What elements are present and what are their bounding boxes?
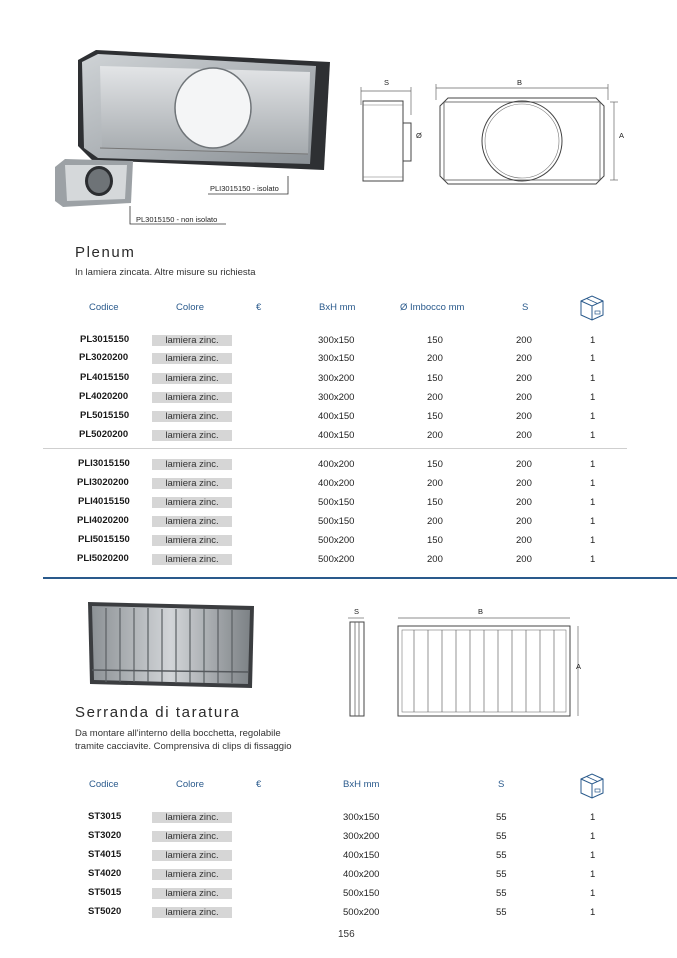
row-color: lamiera zinc. — [152, 869, 232, 880]
serranda-subtitle-line2: tramite cacciavite. Comprensiva di clips di fissaggio — [75, 741, 292, 752]
row-bxh: 400x150 — [318, 430, 355, 441]
row-code: PLI5015150 — [78, 534, 130, 545]
serranda-header-s: S — [498, 779, 505, 790]
row-color: lamiera zinc. — [152, 850, 232, 861]
serranda-header-code: Codice — [89, 779, 119, 790]
row-s: 200 — [516, 373, 532, 384]
row-color: lamiera zinc. — [152, 831, 232, 842]
row-s: 200 — [516, 411, 532, 422]
caption-non-isolated: PL3015150 - non isolato — [136, 215, 218, 224]
row-color: lamiera zinc. — [152, 459, 232, 470]
row-code: ST3020 — [88, 830, 122, 841]
row-code: PL5015150 — [80, 410, 130, 421]
serranda-title: Serranda di taratura — [75, 704, 241, 721]
row-bxh: 300x200 — [343, 831, 380, 842]
row-bxh: 500x150 — [318, 497, 355, 508]
row-qty: 1 — [590, 516, 596, 527]
page-number: 156 — [338, 929, 355, 940]
row-s: 200 — [516, 335, 532, 346]
row-qty: 1 — [590, 459, 596, 470]
row-s: 200 — [516, 535, 532, 546]
row-inlet: 150 — [427, 335, 443, 346]
row-inlet: 200 — [427, 478, 443, 489]
row-inlet: 200 — [427, 516, 443, 527]
row-inlet: 150 — [427, 411, 443, 422]
row-s: 200 — [516, 353, 532, 364]
row-code: PLI3015150 — [78, 458, 130, 469]
row-bxh: 400x200 — [318, 478, 355, 489]
plenum-header-color: Colore — [176, 302, 204, 313]
row-code: PLI3020200 — [77, 477, 129, 488]
group-divider — [43, 448, 627, 449]
plenum-front-drawing — [432, 80, 625, 190]
package-box-icon — [578, 771, 606, 799]
row-qty: 1 — [590, 430, 596, 441]
row-color: lamiera zinc. — [152, 335, 232, 346]
row-s: 55 — [496, 850, 507, 861]
row-qty: 1 — [590, 850, 596, 861]
plenum-header-s: S — [522, 302, 529, 313]
row-code: ST4015 — [88, 849, 122, 860]
row-s: 55 — [496, 812, 507, 823]
row-code: ST4020 — [88, 868, 122, 879]
row-inlet: 200 — [427, 430, 443, 441]
row-s: 55 — [496, 869, 507, 880]
row-code: PL3015150 — [80, 334, 130, 345]
section-divider — [43, 577, 677, 579]
row-color: lamiera zinc. — [152, 907, 232, 918]
serranda-drawing-label-a: A — [576, 662, 582, 671]
row-qty: 1 — [590, 869, 596, 880]
row-bxh: 500x150 — [318, 516, 355, 527]
plenum-drawing-label-diameter: Ø — [416, 131, 422, 140]
row-color: lamiera zinc. — [152, 554, 232, 565]
row-bxh: 500x200 — [343, 907, 380, 918]
row-qty: 1 — [590, 335, 596, 346]
plenum-header-bxh: BxH mm — [319, 302, 356, 313]
row-bxh: 400x200 — [343, 869, 380, 880]
serranda-photo — [86, 600, 256, 692]
plenum-subtitle: In lamiera zincata. Altre misure su richiesta — [75, 267, 256, 278]
row-s: 200 — [516, 392, 532, 403]
row-bxh: 500x200 — [318, 554, 355, 565]
caption-isolated: PLI3015150 - isolato — [210, 184, 279, 193]
plenum-header-price: € — [256, 302, 262, 313]
row-code: ST3015 — [88, 811, 122, 822]
row-code: PL5020200 — [79, 429, 129, 440]
row-bxh: 400x200 — [318, 459, 355, 470]
row-color: lamiera zinc. — [152, 535, 232, 546]
row-s: 200 — [516, 430, 532, 441]
row-s: 55 — [496, 888, 507, 899]
row-inlet: 150 — [427, 373, 443, 384]
row-color: lamiera zinc. — [152, 497, 232, 508]
serranda-header-bxh: BxH mm — [343, 779, 380, 790]
row-qty: 1 — [590, 392, 596, 403]
serranda-header-price: € — [256, 779, 262, 790]
plenum-header-inlet: Ø Imbocco mm — [400, 302, 465, 313]
row-qty: 1 — [590, 373, 596, 384]
package-box-icon — [578, 293, 606, 321]
row-qty: 1 — [590, 554, 596, 565]
row-s: 200 — [516, 516, 532, 527]
row-color: lamiera zinc. — [152, 411, 232, 422]
row-bxh: 300x150 — [318, 353, 355, 364]
row-bxh: 400x150 — [343, 850, 380, 861]
row-qty: 1 — [590, 907, 596, 918]
serranda-subtitle-line1: Da montare all'interno della bocchetta, regolabile — [75, 728, 281, 739]
row-color: lamiera zinc. — [152, 353, 232, 364]
row-inlet: 200 — [427, 392, 443, 403]
row-qty: 1 — [590, 353, 596, 364]
row-qty: 1 — [590, 497, 596, 508]
serranda-front-drawing — [392, 612, 584, 720]
plenum-drawing-label-a: A — [619, 131, 625, 140]
serranda-side-drawing — [344, 612, 370, 720]
row-inlet: 150 — [427, 459, 443, 470]
row-qty: 1 — [590, 831, 596, 842]
row-bxh: 400x150 — [318, 411, 355, 422]
row-inlet: 150 — [427, 497, 443, 508]
row-bxh: 300x150 — [343, 812, 380, 823]
row-inlet: 200 — [427, 554, 443, 565]
row-code: PLI5020200 — [77, 553, 129, 564]
row-s: 200 — [516, 459, 532, 470]
plenum-title: Plenum — [75, 244, 136, 261]
serranda-drawing-label-s: S — [354, 607, 360, 616]
row-code: ST5020 — [88, 906, 122, 917]
row-qty: 1 — [590, 411, 596, 422]
row-color: lamiera zinc. — [152, 430, 232, 441]
row-color: lamiera zinc. — [152, 888, 232, 899]
serranda-drawing-label-b: B — [478, 607, 484, 616]
row-bxh: 300x200 — [318, 392, 355, 403]
row-color: lamiera zinc. — [152, 478, 232, 489]
row-qty: 1 — [590, 535, 596, 546]
plenum-header-code: Codice — [89, 302, 119, 313]
row-bxh: 300x150 — [318, 335, 355, 346]
row-s: 200 — [516, 554, 532, 565]
row-qty: 1 — [590, 888, 596, 899]
row-bxh: 300x200 — [318, 373, 355, 384]
row-code: ST5015 — [88, 887, 122, 898]
row-qty: 1 — [590, 478, 596, 489]
row-code: PL4020200 — [79, 391, 129, 402]
row-color: lamiera zinc. — [152, 392, 232, 403]
row-color: lamiera zinc. — [152, 373, 232, 384]
row-code: PLI4020200 — [77, 515, 129, 526]
row-s: 55 — [496, 831, 507, 842]
row-code: PLI4015150 — [78, 496, 130, 507]
row-inlet: 200 — [427, 353, 443, 364]
row-color: lamiera zinc. — [152, 516, 232, 527]
row-code: PL3020200 — [79, 352, 129, 363]
row-s: 200 — [516, 478, 532, 489]
serranda-header-color: Colore — [176, 779, 204, 790]
row-qty: 1 — [590, 812, 596, 823]
row-code: PL4015150 — [80, 372, 130, 383]
plenum-side-drawing — [355, 75, 417, 190]
row-bxh: 500x150 — [343, 888, 380, 899]
row-s: 200 — [516, 497, 532, 508]
row-color: lamiera zinc. — [152, 812, 232, 823]
plenum-drawing-label-b: B — [517, 78, 523, 87]
row-bxh: 500x200 — [318, 535, 355, 546]
plenum-drawing-label-s: S — [384, 78, 390, 87]
row-s: 55 — [496, 907, 507, 918]
row-inlet: 150 — [427, 535, 443, 546]
